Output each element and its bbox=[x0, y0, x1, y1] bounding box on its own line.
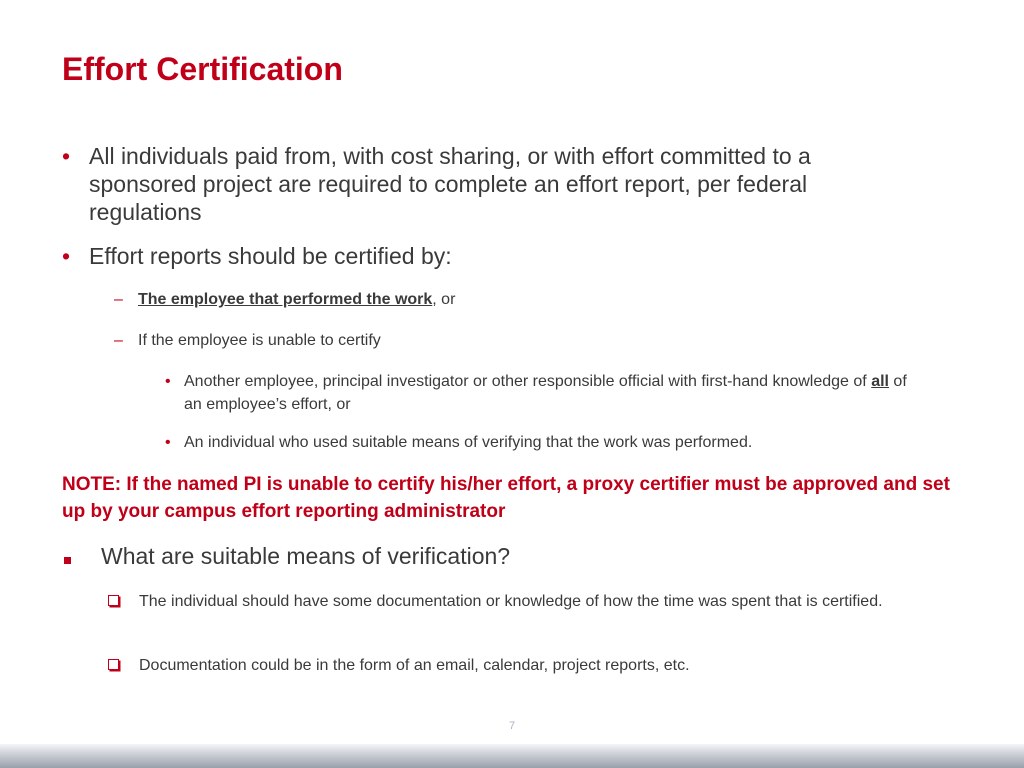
emphasis-text: all bbox=[871, 373, 889, 390]
question-item bbox=[64, 542, 914, 570]
sub-sub-bullet-text: An individual who used suitable means of verifying that the work was performed. bbox=[184, 434, 753, 451]
page-number: 7 bbox=[508, 720, 516, 732]
checkbox-bullet-wrapper bbox=[108, 654, 139, 677]
checkbox-bullet-wrapper bbox=[108, 590, 139, 613]
slide-title: Effort Certification bbox=[62, 51, 343, 87]
dash-marker: – bbox=[114, 291, 123, 308]
bullet-marker: • bbox=[165, 434, 171, 451]
question-text: What are suitable means of verification? bbox=[101, 543, 511, 569]
bullet-marker: • bbox=[62, 243, 71, 269]
square-bullet-wrapper bbox=[64, 542, 101, 570]
sub-bullet-text: If the employee is unable to certify bbox=[138, 332, 381, 349]
text-part: of an employee’s effort, or bbox=[184, 373, 907, 413]
bullet-text: All individuals paid from, with cost sharing, or with effort committed to a sponsored project are required to complete an effort report, per federal regulations bbox=[89, 143, 811, 225]
answer-text: The individual should have some documentation or knowledge of how the time was spent that is certified. bbox=[139, 593, 883, 610]
sub-bullet-text bbox=[138, 290, 914, 310]
bullet-item bbox=[62, 242, 912, 270]
sub-sub-bullet-item bbox=[165, 431, 915, 454]
sub-bullet-item bbox=[114, 290, 914, 310]
emphasis-text: The employee that performed the work bbox=[138, 291, 433, 308]
text-part: Another employee, principal investigator or other responsible official with first-hand knowledge of bbox=[184, 373, 872, 390]
footer-band bbox=[0, 744, 1024, 768]
sub-sub-bullet-text bbox=[184, 370, 915, 416]
bullet-marker: • bbox=[62, 143, 71, 169]
checkbox-bullet-icon bbox=[108, 595, 119, 606]
answer-item bbox=[108, 654, 968, 677]
sub-bullet-item bbox=[114, 331, 914, 351]
sub-bullet-suffix: , or bbox=[432, 291, 456, 308]
square-bullet-icon bbox=[64, 557, 71, 564]
sub-sub-bullet-item bbox=[165, 370, 915, 416]
checkbox-bullet-icon bbox=[108, 659, 119, 670]
bullet-text: Effort reports should be certified by: bbox=[89, 243, 452, 269]
note-text: NOTE: If the named PI is unable to certify his/her effort, a proxy certifier must be approved and set up by your campus effort reporting administrator bbox=[62, 474, 950, 522]
bullet-marker: • bbox=[165, 373, 171, 390]
answer-text: Documentation could be in the form of an email, calendar, project reports, etc. bbox=[139, 657, 690, 674]
bullet-item bbox=[62, 142, 912, 226]
dash-marker: – bbox=[114, 332, 123, 349]
answer-item bbox=[108, 590, 968, 613]
